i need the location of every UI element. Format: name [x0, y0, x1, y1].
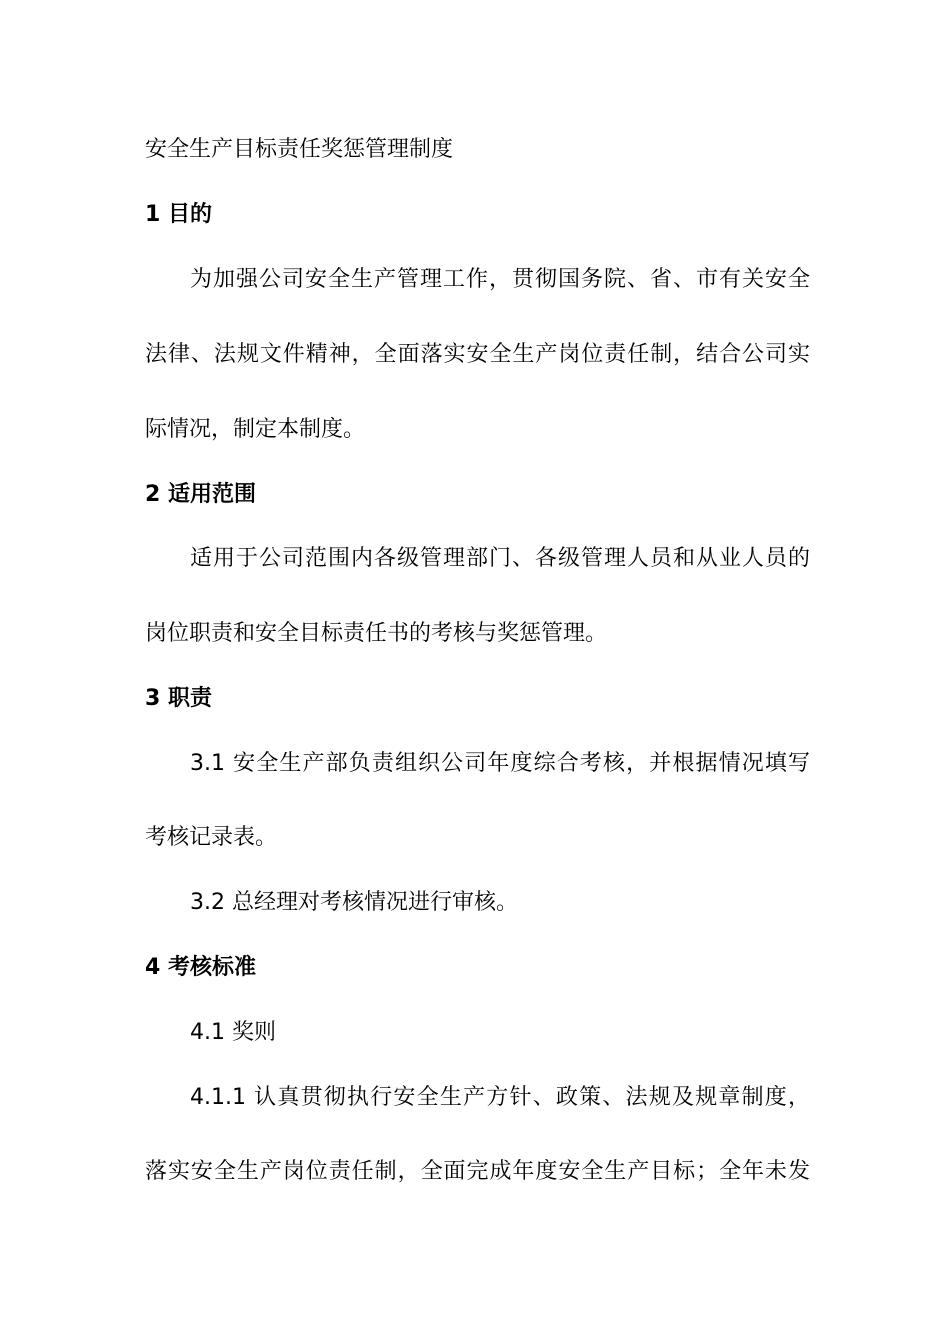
paragraph-line: 3.2 总经理对考核情况进行审核。: [190, 890, 518, 915]
section-heading-assessment-standard: 4 考核标准: [145, 955, 256, 980]
document-title: 安全生产目标责任奖惩管理制度: [145, 137, 454, 162]
paragraph-line: 考核记录表。: [145, 825, 278, 850]
section-heading-duties: 3 职责: [145, 686, 212, 711]
paragraph-line: 际情况，制定本制度。: [145, 417, 366, 442]
paragraph-line: 4.1 奖则: [190, 1020, 276, 1045]
paragraph-line: 3.1 安全生产部负责组织公司年度综合考核，并根据情况填写: [190, 751, 810, 776]
paragraph-line: 落实安全生产岗位责任制，全面完成年度安全生产目标；全年未发: [145, 1159, 810, 1184]
paragraph-line: 适用于公司范围内各级管理部门、各级管理人员和从业人员的: [190, 546, 810, 571]
paragraph-line: 法律、法规文件精神，全面落实安全生产岗位责任制，结合公司实: [145, 342, 810, 367]
section-heading-purpose: 1 目的: [145, 202, 212, 227]
section-heading-scope: 2 适用范围: [145, 482, 256, 507]
paragraph-line: 为加强公司安全生产管理工作，贯彻国务院、省、市有关安全: [190, 267, 810, 292]
paragraph-line: 岗位职责和安全目标责任书的考核与奖惩管理。: [145, 621, 608, 646]
paragraph-line: 4.1.1 认真贯彻执行安全生产方针、政策、法规及规章制度，: [190, 1085, 810, 1110]
